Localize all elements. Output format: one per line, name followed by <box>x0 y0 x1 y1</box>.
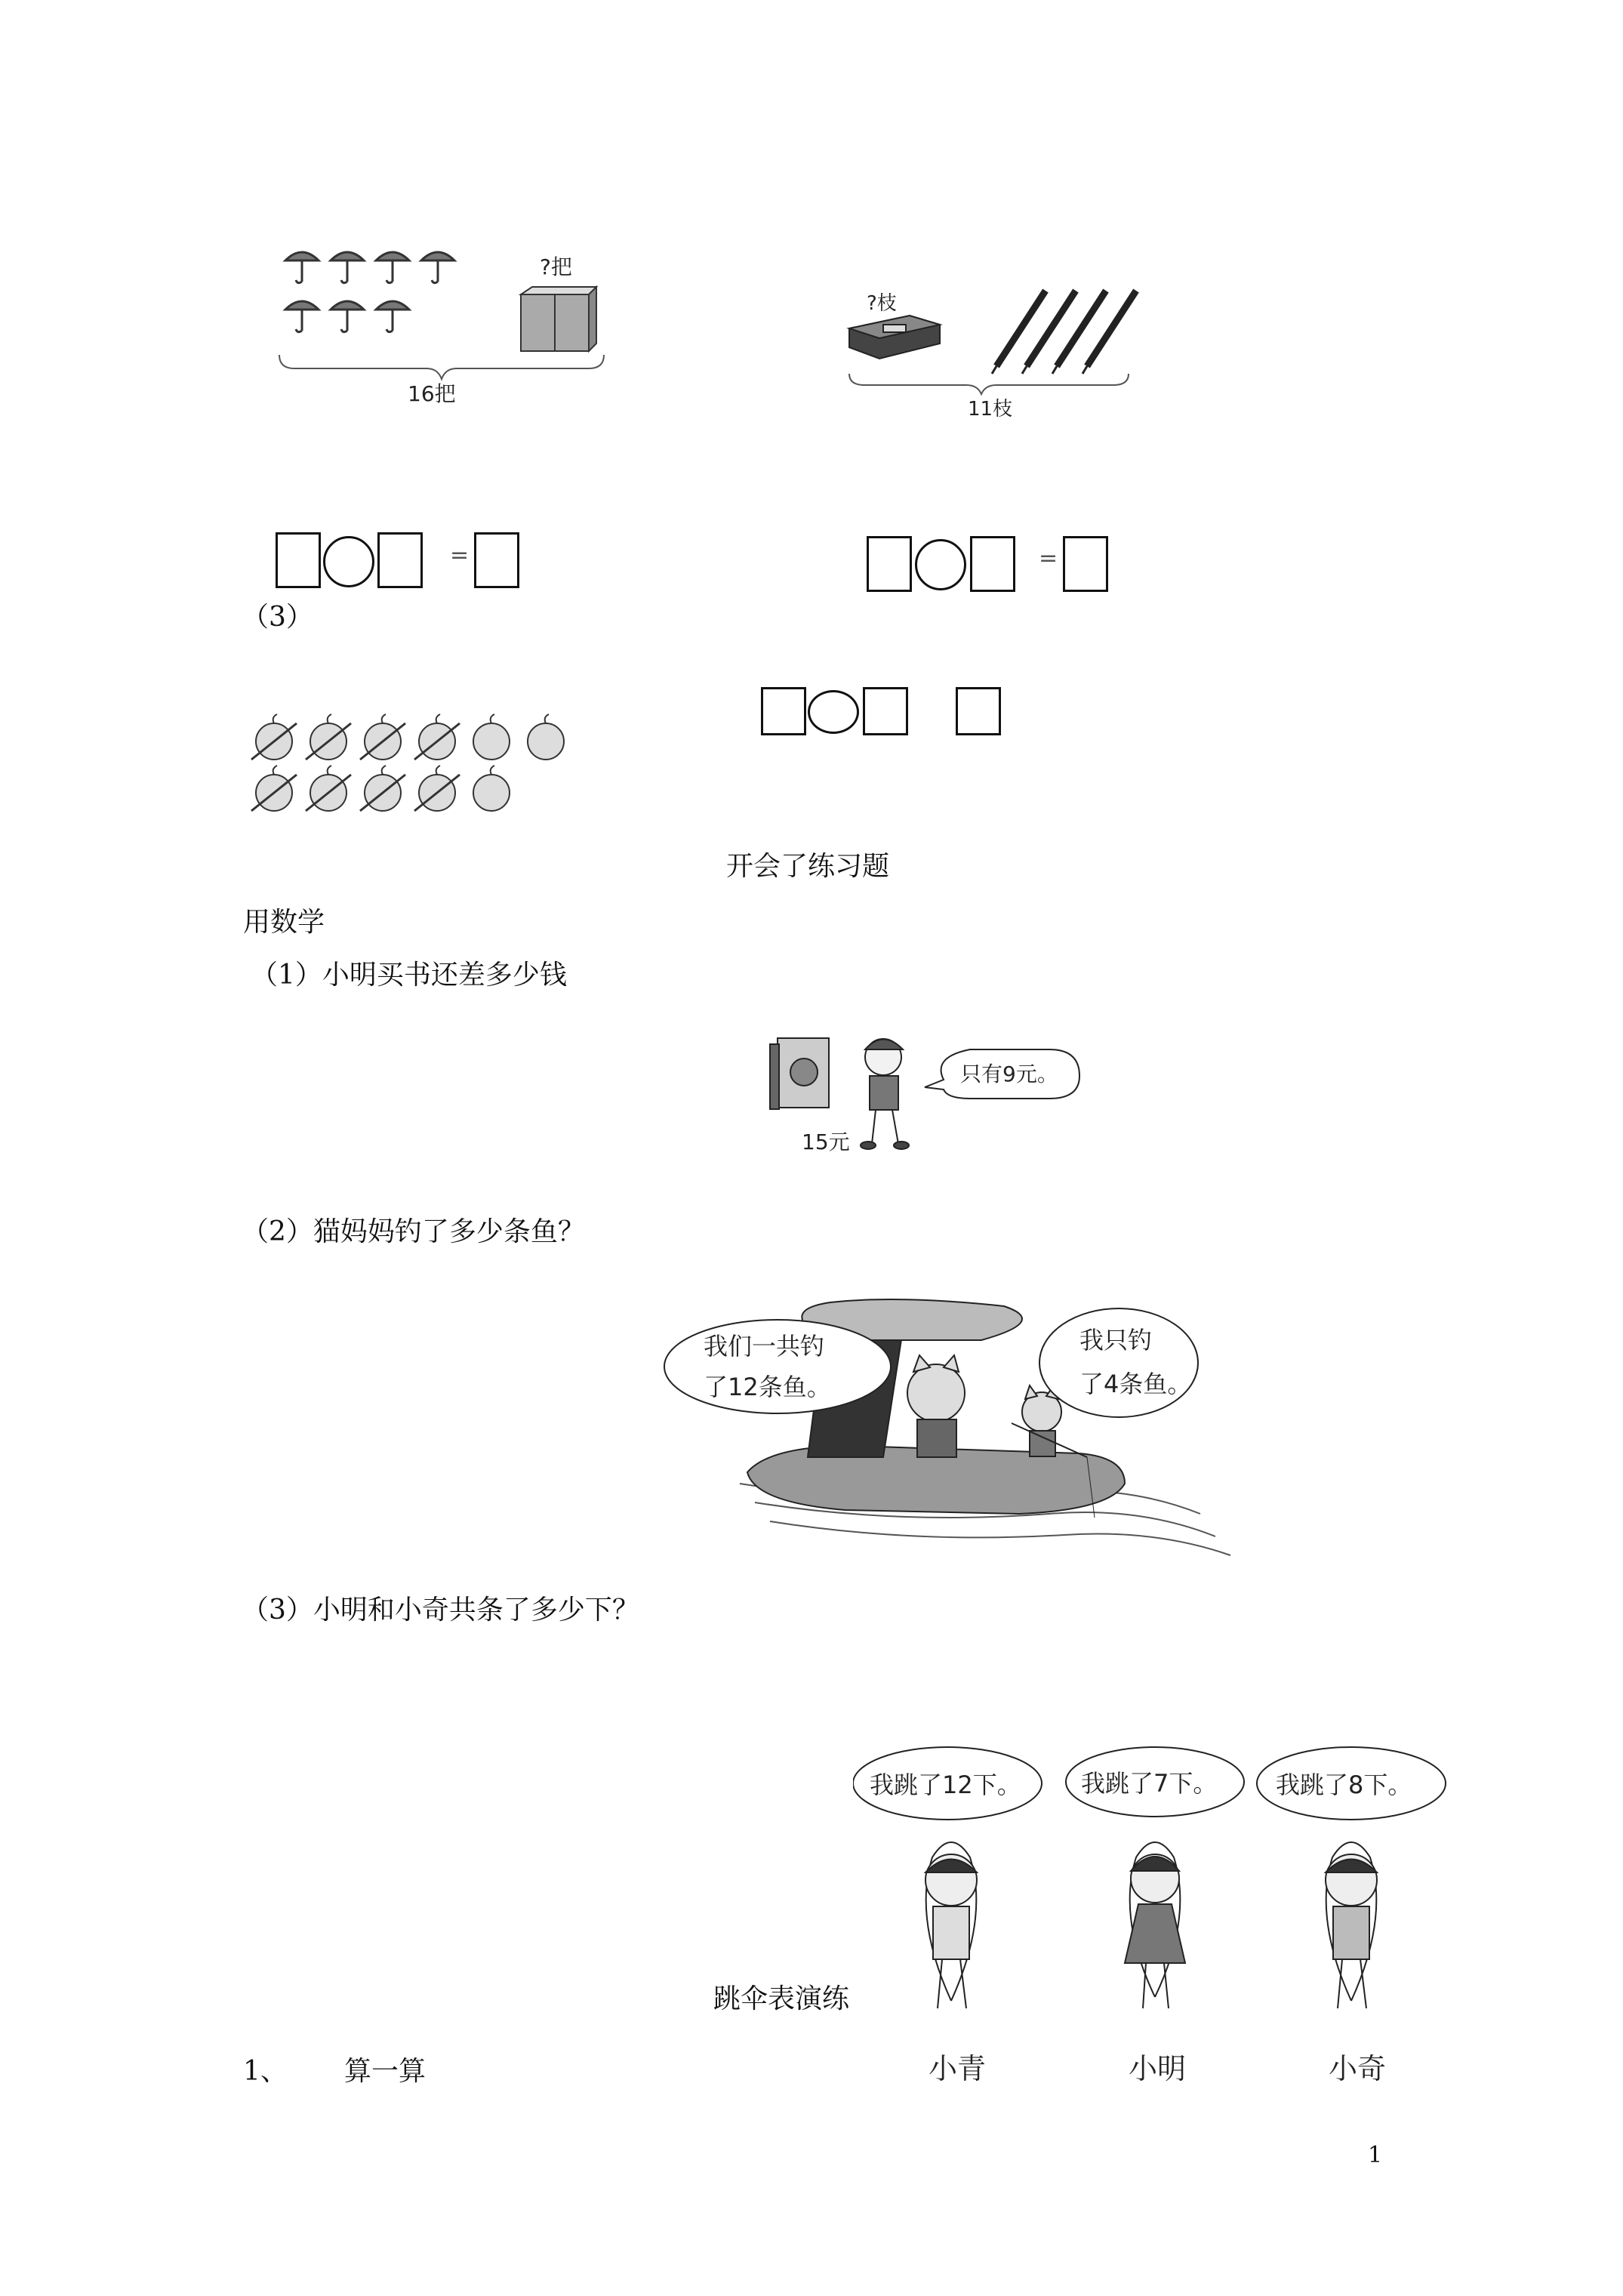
cat-mother-speech-line2: 了12条鱼。 <box>704 1373 831 1401</box>
question-1-text: （1）小明买书还差多少钱 <box>251 960 567 991</box>
unknown-count-label: ?把 <box>540 254 572 279</box>
kid-speech-text: 我跳了12下。 <box>870 1771 1021 1799</box>
answer-box[interactable] <box>956 687 1001 735</box>
question-2-text: （2）猫妈妈钓了多少条鱼？ <box>242 1216 585 1247</box>
parachute-title: 跳伞表演练 <box>713 1983 850 2014</box>
operator-circle[interactable] <box>808 690 859 734</box>
kid-name-label: 小奇 <box>1329 2052 1387 2085</box>
answer-box[interactable] <box>970 536 1015 592</box>
answer-box[interactable] <box>761 687 806 735</box>
kid-jumping-icon <box>925 1842 977 2008</box>
pencil-icon <box>992 291 1046 374</box>
peach-icon <box>306 766 351 811</box>
peach-group-svg <box>245 710 593 823</box>
peach-icon <box>473 714 510 760</box>
item-1-text: 算一算 <box>344 2056 427 2087</box>
peach-icon <box>251 766 297 811</box>
kid-speech-text: 只有9元。 <box>960 1062 1058 1086</box>
kid-name-label: 小青 <box>929 2052 987 2085</box>
peach-icon <box>360 714 405 760</box>
kid-name-label: 小明 <box>1129 2052 1187 2085</box>
umbrella-icon <box>376 252 409 283</box>
umbrella-icon <box>376 301 409 332</box>
peach-icon <box>528 714 564 760</box>
peach-icon <box>414 714 460 760</box>
kid-speech-text: 我跳了7下。 <box>1081 1769 1218 1798</box>
pencil-icon <box>1083 291 1136 374</box>
book-money-figure <box>762 1015 1095 1166</box>
umbrella-icon <box>285 252 319 283</box>
total-count-label: 16把 <box>408 381 456 406</box>
cat-mother-icon <box>907 1355 965 1457</box>
unknown-count-label: ?枝 <box>867 292 897 315</box>
apply-math-heading: 用数学 <box>243 907 325 938</box>
equals-sign: = <box>450 542 470 569</box>
box-icon <box>521 287 596 351</box>
umbrella-figure <box>272 234 611 415</box>
peach-icon <box>306 714 351 760</box>
kid-jumping-icon <box>1125 1842 1185 2008</box>
answer-box[interactable] <box>863 687 908 735</box>
item-1-number: 1、 <box>243 2056 288 2087</box>
cat-child-speech-line1: 我只钓 <box>1079 1326 1153 1354</box>
equals-sign: = <box>1039 545 1058 572</box>
answer-box[interactable] <box>474 532 519 588</box>
pencil-icon <box>1052 291 1106 374</box>
peach-figure <box>245 710 593 823</box>
kid-speech-text: 我跳了8下。 <box>1276 1771 1412 1799</box>
peach-icon <box>251 714 297 760</box>
pencil-case-icon <box>849 316 940 359</box>
total-brace <box>849 374 1129 394</box>
umbrella-icon <box>421 252 454 283</box>
book-icon <box>770 1038 829 1109</box>
operator-circle[interactable] <box>915 539 966 590</box>
umbrella-icon <box>285 301 319 332</box>
cat-child-speech-line2: 了4条鱼。 <box>1079 1370 1192 1398</box>
answer-box[interactable] <box>867 536 912 592</box>
cat-mother-speech-line1: 我们一共钓 <box>704 1332 825 1361</box>
jump-rope-figure <box>853 1737 1457 2129</box>
book-price-label: 15元 <box>802 1130 850 1154</box>
kid-icon <box>861 1039 909 1149</box>
pencil-icon <box>1022 291 1076 374</box>
umbrella-icon <box>331 301 364 332</box>
umbrella-icon <box>331 252 364 283</box>
total-count-label: 11枝 <box>968 398 1013 421</box>
cats-fishing-figure <box>657 1295 1246 1567</box>
pencil-figure <box>838 272 1155 430</box>
peach-icon <box>360 766 405 811</box>
peach-icon <box>473 766 510 811</box>
answer-box[interactable] <box>276 532 321 588</box>
page-number: 1 <box>1368 2142 1383 2168</box>
practice-title: 开会了练习题 <box>726 851 890 882</box>
section-3-label: （3） <box>242 602 313 633</box>
answer-box[interactable] <box>1063 536 1108 592</box>
kid-jumping-icon <box>1326 1842 1377 2008</box>
total-brace <box>279 355 604 379</box>
operator-circle[interactable] <box>323 536 374 587</box>
answer-box[interactable] <box>377 532 423 588</box>
peach-icon <box>414 766 460 811</box>
question-3-text: （3）小明和小奇共条了多少下？ <box>242 1595 639 1626</box>
